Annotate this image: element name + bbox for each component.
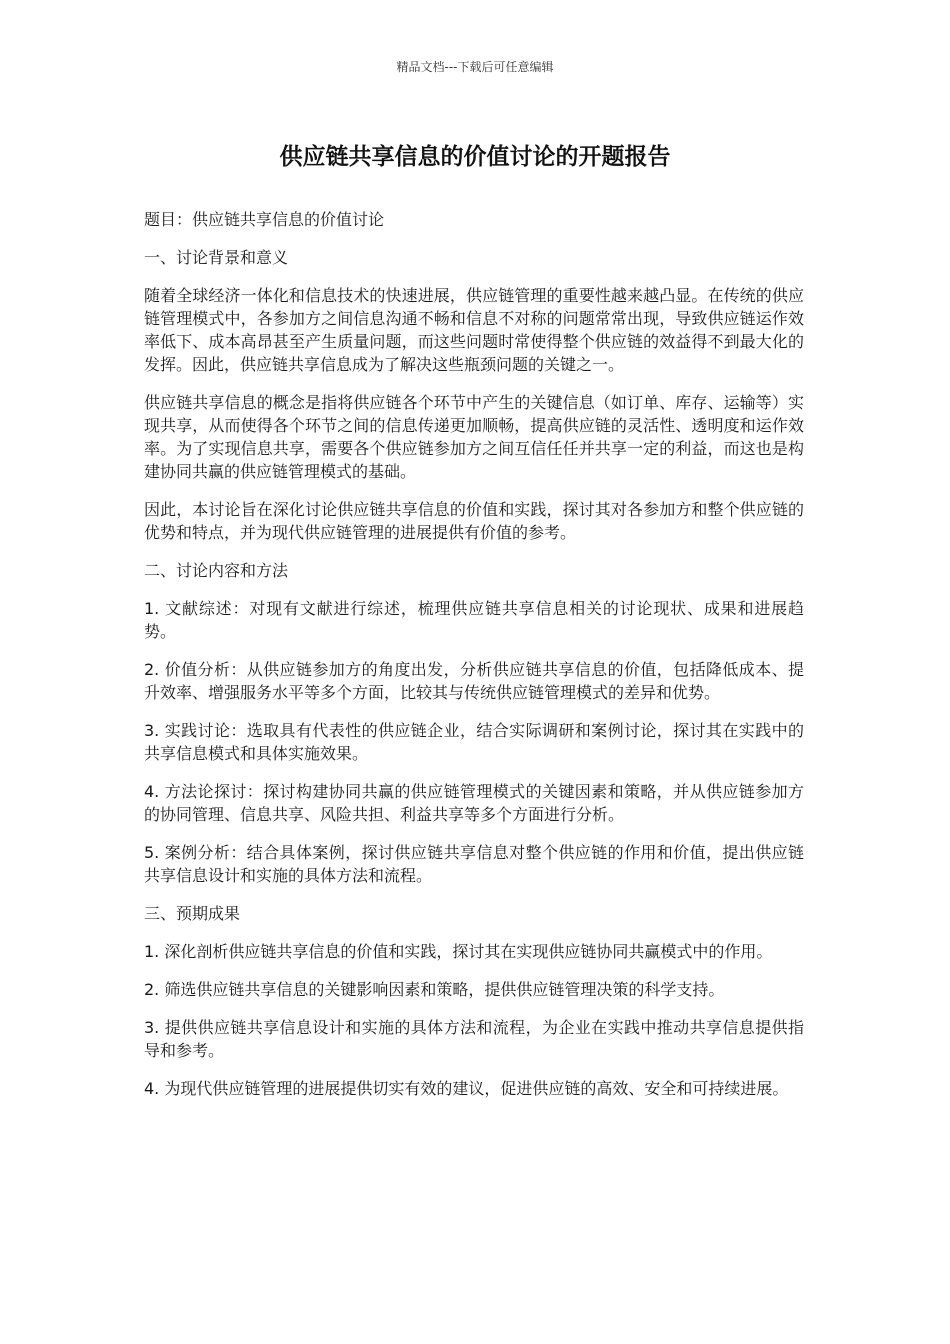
body-paragraph: 供应链共享信息的概念是指将供应链各个环节中产生的关键信息（如订单、库存、运输等）实现共享，从而使得各个环节之间的信息传递更加顺畅，提高供应链的灵活性、透明度和运作效率。为了实现信息共享，需要各个供应链参加方之间互信任任并共享一定的利益，而这也是构建协同共赢的供应链管理模式的基础。 xyxy=(144,393,804,481)
list-item: 3. 实践讨论：选取具有代表性的供应链企业，结合实际调研和案例讨论，探讨其在实践中的共享信息模式和具体实施效果。 xyxy=(144,721,804,763)
list-item: 4. 为现代供应链管理的进展提供切实有效的建议，促进供应链的高效、安全和可持续进展。 xyxy=(144,1079,789,1098)
list-item: 1. 文献综述：对现有文献进行综述，梳理供应链共享信息相关的讨论现状、成果和进展趋势。 xyxy=(144,599,804,641)
list-item: 2. 价值分析：从供应链参加方的角度出发，分析供应链共享信息的价值，包括降低成本、提升效率、增强服务水平等多个方面，比较其与传统供应链管理模式的差异和优势。 xyxy=(144,660,804,702)
header-note: 精品文档---下载后可任意编辑 xyxy=(396,60,554,74)
subject-line: 题目：供应链共享信息的价值讨论 xyxy=(144,210,385,229)
section-heading-content-methods: 二、讨论内容和方法 xyxy=(144,561,289,580)
list-item: 4. 方法论探讨：探讨构建协同共赢的供应链管理模式的关键因素和策略，并从供应链参加方的协同管理、信息共享、风险共担、利益共享等多个方面进行分析。 xyxy=(144,782,804,824)
body-paragraph: 因此，本讨论旨在深化讨论供应链共享信息的价值和实践，探讨其对各参加方和整个供应链的优势和特点，并为现代供应链管理的进展提供有价值的参考。 xyxy=(144,500,804,542)
document-title: 供应链共享信息的价值讨论的开题报告 xyxy=(279,144,671,170)
body-paragraph: 随着全球经济一体化和信息技术的快速进展，供应链管理的重要性越来越凸显。在传统的供应链管理模式中，各参加方之间信息沟通不畅和信息不对称的问题常常出现，导致供应链运作效率低下、成本高昂甚至产生质量问题，而这些问题时常使得整个供应链的效益得不到最大化的发挥。因此，供应链共享信息成为了解决这些瓶颈问题的关键之一。 xyxy=(144,286,804,374)
document-body xyxy=(144,208,804,1115)
list-item: 2. 筛选供应链共享信息的关键影响因素和策略，提供供应链管理决策的科学支持。 xyxy=(144,980,725,999)
list-item: 5. 案例分析：结合具体案例，探讨供应链共享信息对整个供应链的作用和价值，提出供应链共享信息设计和实施的具体方法和流程。 xyxy=(144,843,804,885)
section-heading-expected-results: 三、预期成果 xyxy=(144,904,241,923)
list-item: 3. 提供供应链共享信息设计和实施的具体方法和流程，为企业在实践中推动共享信息提供指导和参考。 xyxy=(144,1018,804,1060)
section-heading-background: 一、讨论背景和意义 xyxy=(144,248,289,267)
list-item: 1. 深化剖析供应链共享信息的价值和实践，探讨其在实现供应链协同共赢模式中的作用。 xyxy=(144,942,773,961)
